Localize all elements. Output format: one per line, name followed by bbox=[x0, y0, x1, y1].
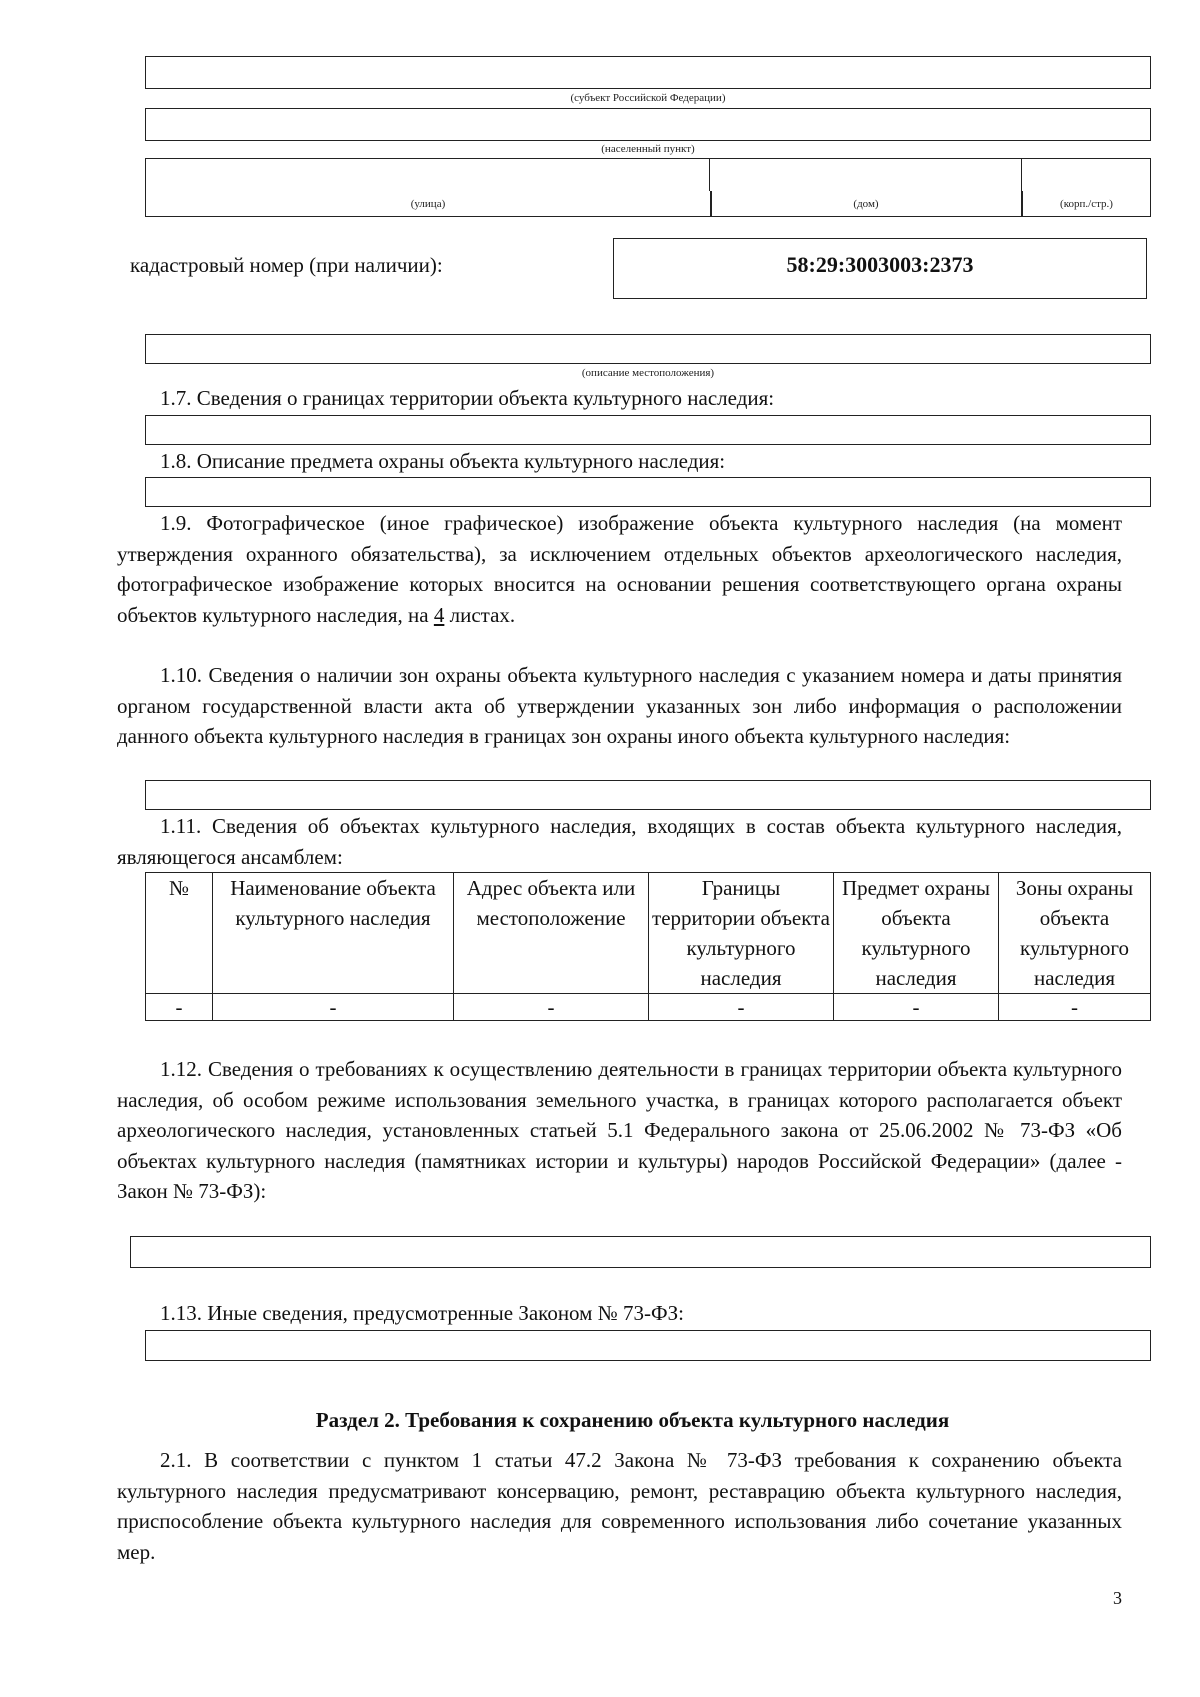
cell-name: - bbox=[213, 994, 454, 1021]
section-1-11: 1.11. Сведения об объектах культурного наследия, входящих в состав объекта культурного наследия, являющегося ансамблем: bbox=[117, 814, 1122, 869]
page-number: 3 bbox=[1113, 1588, 1122, 1608]
section-2-title: Раздел 2. Требования к сохранению объекта культурного наследия bbox=[315, 1408, 950, 1432]
sheets-count: 4 bbox=[433, 602, 445, 627]
street-field[interactable] bbox=[145, 158, 711, 192]
col-protection-subject: Предмет охраны объекта культурного наследия bbox=[834, 873, 999, 994]
col-boundaries: Границы территории объекта культурного наследия bbox=[649, 873, 834, 994]
street-caption: (улица) bbox=[410, 198, 446, 210]
region-field[interactable] bbox=[145, 56, 1151, 89]
col-protection-zones: Зоны охраны объекта культурного наследия bbox=[999, 873, 1151, 994]
section-1-10-field[interactable] bbox=[145, 780, 1151, 810]
cell-protection-subject: - bbox=[834, 994, 999, 1021]
section-1-8: 1.8. Описание предмета охраны объекта культурного наследия: bbox=[160, 449, 726, 473]
house-field[interactable] bbox=[709, 158, 1023, 192]
sheets-suffix: листах. bbox=[444, 602, 516, 627]
locality-field[interactable] bbox=[145, 108, 1151, 141]
section-1-12: 1.12. Сведения о требованиях к осуществлению деятельности в границах территории объекта культурного наследия, об особом режиме использования земельного участка, в границах которого располагается объект археологического наследия, установленных статьей 5.1 Федерального закона от 25.06.2002 № 73-ФЗ «Об объектах культурного наследия (памятниках истории и культуры) народов Российской Федерации» (далее - Закон № 73-ФЗ): bbox=[117, 1057, 1122, 1203]
section-1-12-field[interactable] bbox=[130, 1236, 1151, 1268]
section-1-13-field[interactable] bbox=[145, 1330, 1151, 1361]
ensemble-table bbox=[145, 872, 1151, 1021]
cell-address: - bbox=[454, 994, 649, 1021]
section-1-9-text: 1.9. Фотографическое (иное графическое) изображение объекта культурного наследия (на момент утверждения охранного обязательства), за исключением отдельных объектов археологического наследия, фотографическое изображение которых вносится на основании решения соответствующего органа охраны объектов культурного наследия, на bbox=[117, 511, 1122, 627]
cell-number: - bbox=[146, 994, 213, 1021]
location-caption: (описание местоположения) bbox=[581, 367, 715, 379]
section-1-7-field[interactable] bbox=[145, 415, 1151, 445]
cell-protection-zones: - bbox=[999, 994, 1151, 1021]
region-caption: (субъект Российской Федерации) bbox=[570, 92, 726, 104]
col-address: Адрес объекта или местоположение bbox=[454, 873, 649, 994]
col-name: Наименование объекта культурного наследия bbox=[213, 873, 454, 994]
building-field[interactable] bbox=[1021, 158, 1151, 192]
cadastral-label: кадастровый номер (при наличии): bbox=[130, 253, 443, 277]
building-caption: (корп./стр.) bbox=[1060, 198, 1113, 210]
table-row bbox=[146, 994, 1151, 1021]
locality-caption: (населенный пункт) bbox=[601, 143, 695, 155]
house-caption: (дом) bbox=[853, 198, 879, 210]
section-1-8-field[interactable] bbox=[145, 477, 1151, 507]
col-number: № bbox=[146, 873, 213, 994]
section-1-7: 1.7. Сведения о границах территории объекта культурного наследия: bbox=[160, 386, 775, 410]
cadastral-number-value: 58:29:3003003:2373 bbox=[786, 252, 974, 277]
section-1-9 bbox=[117, 508, 1122, 630]
section-2-1: 2.1. В соответствии с пунктом 1 статьи 47.2 Закона № 73-ФЗ требования к сохранению объекта культурного наследия предусматривают консервацию, ремонт, реставрацию объекта культурного наследия, приспособление объекта культурного наследия для современного использования либо сочетание указанных мер. bbox=[117, 1448, 1122, 1564]
section-1-13: 1.13. Иные сведения, предусмотренные Законом № 73-ФЗ: bbox=[160, 1301, 684, 1325]
location-description-field[interactable] bbox=[145, 334, 1151, 364]
table-header-row bbox=[146, 873, 1151, 994]
section-1-10: 1.10. Сведения о наличии зон охраны объекта культурного наследия с указанием номера и даты принятия органом государственной власти акта об утверждении указанных зон либо информация о расположении данного объекта культурного наследия в границах зон охраны иного объекта культурного наследия: bbox=[117, 663, 1122, 748]
cell-boundaries: - bbox=[649, 994, 834, 1021]
